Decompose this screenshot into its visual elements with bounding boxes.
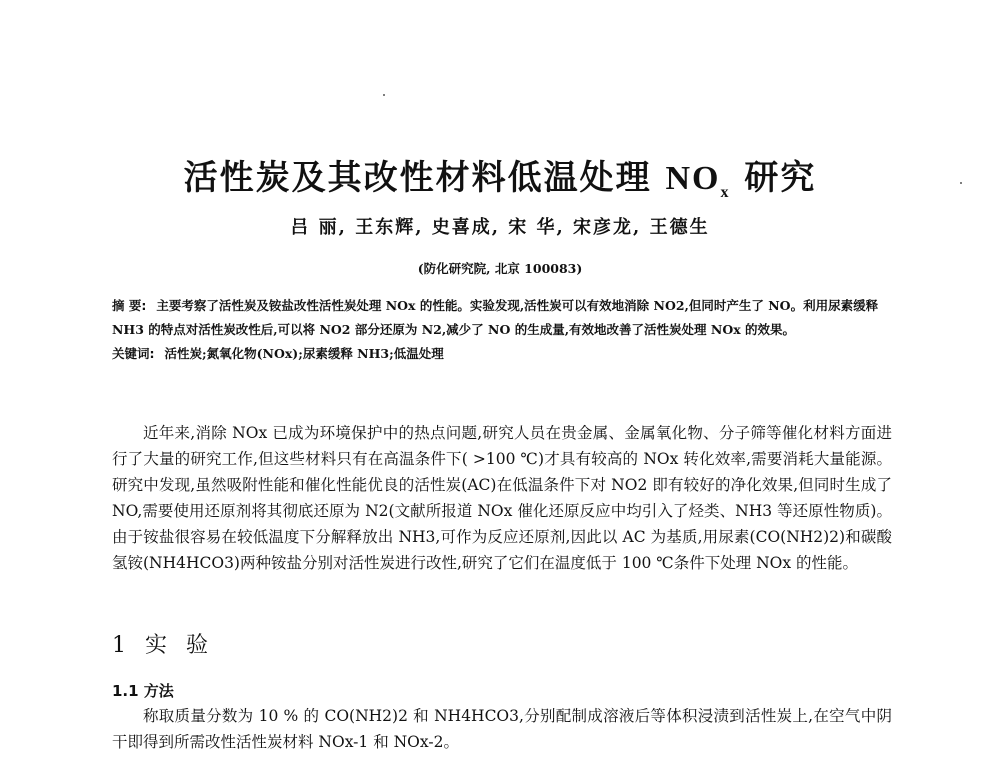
title-subscript: x: [720, 183, 731, 201]
keywords-text: 活性炭;氮氧化物(NOx);尿素缓释 NH3;低温处理: [164, 346, 444, 361]
scan-speck: [383, 94, 385, 96]
abstract-paragraph: [112, 294, 892, 342]
author-list: 吕 丽, 王东辉, 史喜成, 宋 华, 宋彦龙, 王德生: [290, 217, 710, 238]
affiliation: (防化研究院, 北京 100083): [417, 261, 583, 276]
method-paragraph: 称取质量分数为 10 % 的 CO(NH2)2 和 NH4HCO3,分别配制成溶液后等体积浸渍到活性炭上,在空气中阴干即得到所需改性活性炭材料 NOx-1 和 NOx-2。: [112, 707, 892, 751]
abstract-text: 主要考察了活性炭及铵盐改性活性炭处理 NOx 的性能。实验发现,活性炭可以有效地消除 NO2,但同时产生了 NO。利用尿素缓释 NH3 的特点对活性炭改性后,可以将 NO2 部分还原为 N2,减少了 NO 的生成量,有效地改善了活性炭处理 NOx 的效果。: [112, 298, 879, 337]
title-abbr: NO: [665, 160, 721, 197]
section-heading: 1 实 验: [112, 633, 214, 658]
keywords-label: 关键词:: [112, 346, 155, 361]
abstract-label: 摘 要:: [112, 298, 147, 313]
keywords-paragraph: [112, 342, 892, 366]
abstract-block: [112, 294, 892, 366]
title-tail: 研究: [730, 158, 817, 198]
title-main: 活性炭及其改性材料低温处理: [183, 158, 652, 198]
subsection-heading: 1.1 方法: [112, 682, 174, 700]
paper-title: [0, 150, 1000, 202]
intro-paragraph: 近年来,消除 NOx 已成为环境保护中的热点问题,研究人员在贵金属、金属氧化物、分子筛等催化材料方面进行了大量的研究工作,但这些材料只有在高温条件下( >100 ℃)才具有较高的 NOx 转化效率,需要消耗大量能源。研究中发现,虽然吸附性能和催化性能优良的活性炭(AC)在低温条件下对 NO2 即有较好的净化效果,但同时生成了 NO,需要使用还原剂将其彻底还原为 N2(文献所报道 NOx 催化还原反应中均引入了烃类、NH3 等还原性物质)。由于铵盐很容易在较低温度下分解释放出 NH3,可作为反应还原剂,因此以 AC 为基质,用尿素(CO(NH2)2)和碳酸氢铵(NH4HCO3)两种铵盐分别对活性炭进行改性,研究了它们在温度低于 100 ℃条件下处理 NOx 的性能。: [112, 424, 892, 572]
method-section: [112, 703, 892, 755]
introduction: [112, 420, 892, 576]
